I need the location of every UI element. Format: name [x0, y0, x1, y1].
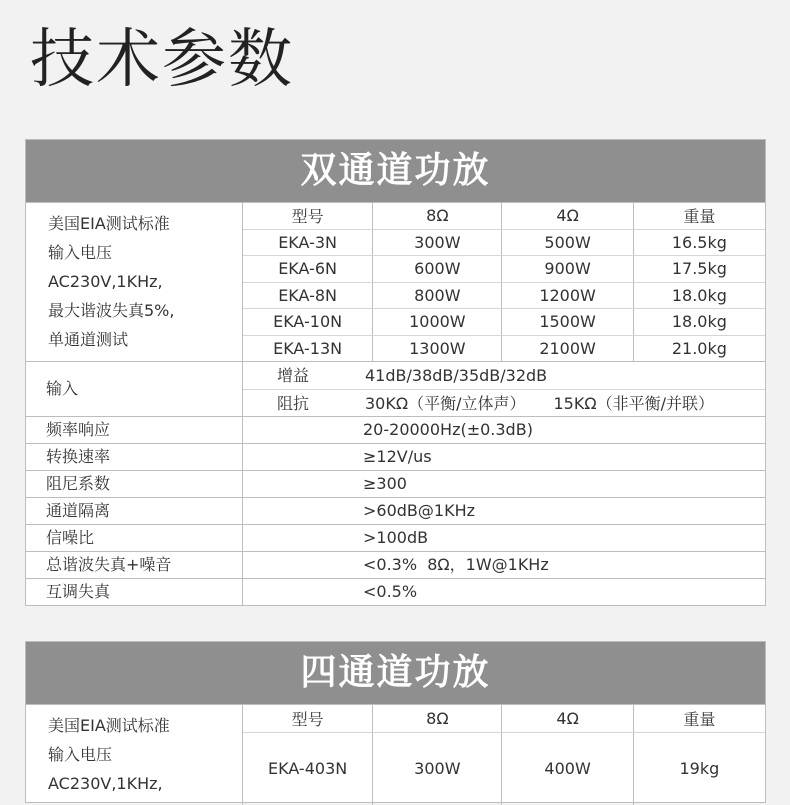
- power-8ohm-cell: 300W: [373, 229, 502, 256]
- spec-row: [26, 578, 765, 605]
- model-cell: EKA-8N: [243, 282, 373, 309]
- spec-value: ≥300: [363, 474, 407, 493]
- quad-channel-section: [25, 641, 766, 803]
- power-4ohm-cell: 1200W: [502, 282, 633, 309]
- spec-label: 输入: [26, 362, 243, 416]
- spec-label: 频率响应: [26, 417, 243, 443]
- column-header: 4Ω: [502, 705, 633, 732]
- spec-row: [26, 497, 765, 524]
- table-row: [243, 335, 765, 361]
- spec-label: 阻尼系数: [26, 471, 243, 497]
- column-header: 型号: [243, 203, 373, 229]
- power-4ohm-cell: 2100W: [502, 335, 633, 361]
- model-table: [243, 203, 765, 361]
- power-8ohm-cell: 600W: [373, 256, 502, 283]
- power-8ohm-cell: 300W: [373, 732, 502, 805]
- spec-value: <0.3% 8Ω，1W@1KHz: [363, 555, 549, 574]
- column-header: 重量: [633, 705, 765, 732]
- model-grid: [26, 202, 765, 361]
- weight-cell: 19kg: [633, 732, 765, 805]
- condition-line: 美国EIA测试标准: [48, 214, 170, 233]
- test-conditions: [26, 705, 243, 805]
- spec-value: >100dB: [363, 528, 429, 547]
- spec-value: ≥12V/us: [363, 447, 432, 466]
- condition-line: AC230V,1KHz,: [48, 272, 163, 291]
- weight-cell: 21.0kg: [633, 335, 765, 361]
- model-cell: EKA-403N: [268, 759, 348, 779]
- spec-label: 信噪比: [26, 525, 243, 551]
- weight-cell: 18.0kg: [633, 309, 765, 336]
- model-cell: EKA-3N: [243, 229, 373, 256]
- model-cell: EKA-13N: [273, 338, 343, 358]
- spec-row: [26, 416, 765, 443]
- power-4ohm-cell: 900W: [502, 256, 633, 283]
- column-header: 8Ω: [373, 705, 502, 732]
- dual-channel-section: [25, 139, 766, 606]
- gain-row: [243, 362, 765, 389]
- power-8ohm-cell: 1000W: [373, 309, 502, 336]
- power-8ohm-cell: 1300W: [373, 335, 502, 361]
- weight-cell: 17.5kg: [633, 256, 765, 283]
- table-row: [243, 256, 765, 283]
- impedance-row: [243, 389, 765, 417]
- section-header: 双通道功放: [26, 140, 765, 202]
- column-header: 重量: [633, 203, 765, 229]
- spec-row: [26, 443, 765, 470]
- weight-cell: 18.0kg: [633, 282, 765, 309]
- input-values: [243, 362, 765, 416]
- impedance-value-balanced: 30KΩ（平衡/立体声）: [365, 394, 526, 413]
- condition-line: 最大谐波失真5%,: [48, 301, 175, 320]
- table-row: [243, 282, 765, 309]
- spec-label: 通道隔离: [26, 498, 243, 524]
- spec-value: >60dB@1KHz: [363, 501, 475, 520]
- spec-value: 20-20000Hz(±0.3dB): [363, 420, 533, 439]
- spec-label: 转换速率: [26, 444, 243, 470]
- spec-value: <0.5%: [363, 582, 418, 601]
- model-cell: EKA-10N: [243, 309, 373, 336]
- table-header-row: [243, 705, 765, 732]
- condition-line: 输入电压: [48, 243, 113, 262]
- table-row: [243, 732, 765, 805]
- column-header: 4Ω: [502, 203, 633, 229]
- impedance-value-unbalanced: 15KΩ（非平衡/并联）: [553, 394, 714, 413]
- power-8ohm-cell: 800W: [373, 282, 502, 309]
- impedance-label: 阻抗: [277, 394, 310, 413]
- column-header: 型号: [243, 705, 373, 732]
- condition-line: 单通道测试: [48, 330, 129, 349]
- power-4ohm-cell: 1500W: [502, 309, 633, 336]
- condition-line: 输入电压: [48, 745, 113, 764]
- power-4ohm-cell: 400W: [502, 732, 633, 805]
- condition-line: AC230V,1KHz,: [48, 774, 163, 793]
- section-header: 四通道功放: [26, 642, 765, 704]
- test-conditions: [26, 203, 243, 361]
- model-table: [243, 705, 765, 805]
- spec-row: [26, 551, 765, 578]
- power-4ohm-cell: 500W: [502, 229, 633, 256]
- column-header: 8Ω: [373, 203, 502, 229]
- spec-row: [26, 524, 765, 551]
- spec-row: [26, 470, 765, 497]
- input-row: [26, 361, 765, 416]
- weight-cell: 16.5kg: [633, 229, 765, 256]
- table-header-row: [243, 203, 765, 229]
- table-row: [243, 309, 765, 336]
- condition-line: 美国EIA测试标准: [48, 716, 170, 735]
- gain-label: 增益: [277, 366, 310, 385]
- table-row: [243, 229, 765, 256]
- page-title: 技术参数: [30, 23, 294, 97]
- spec-label: 互调失真: [26, 579, 243, 605]
- spec-label: 总谐波失真+噪音: [26, 552, 243, 578]
- gain-value: 41dB/38dB/35dB/32dB: [365, 366, 548, 385]
- model-cell: EKA-6N: [243, 256, 373, 283]
